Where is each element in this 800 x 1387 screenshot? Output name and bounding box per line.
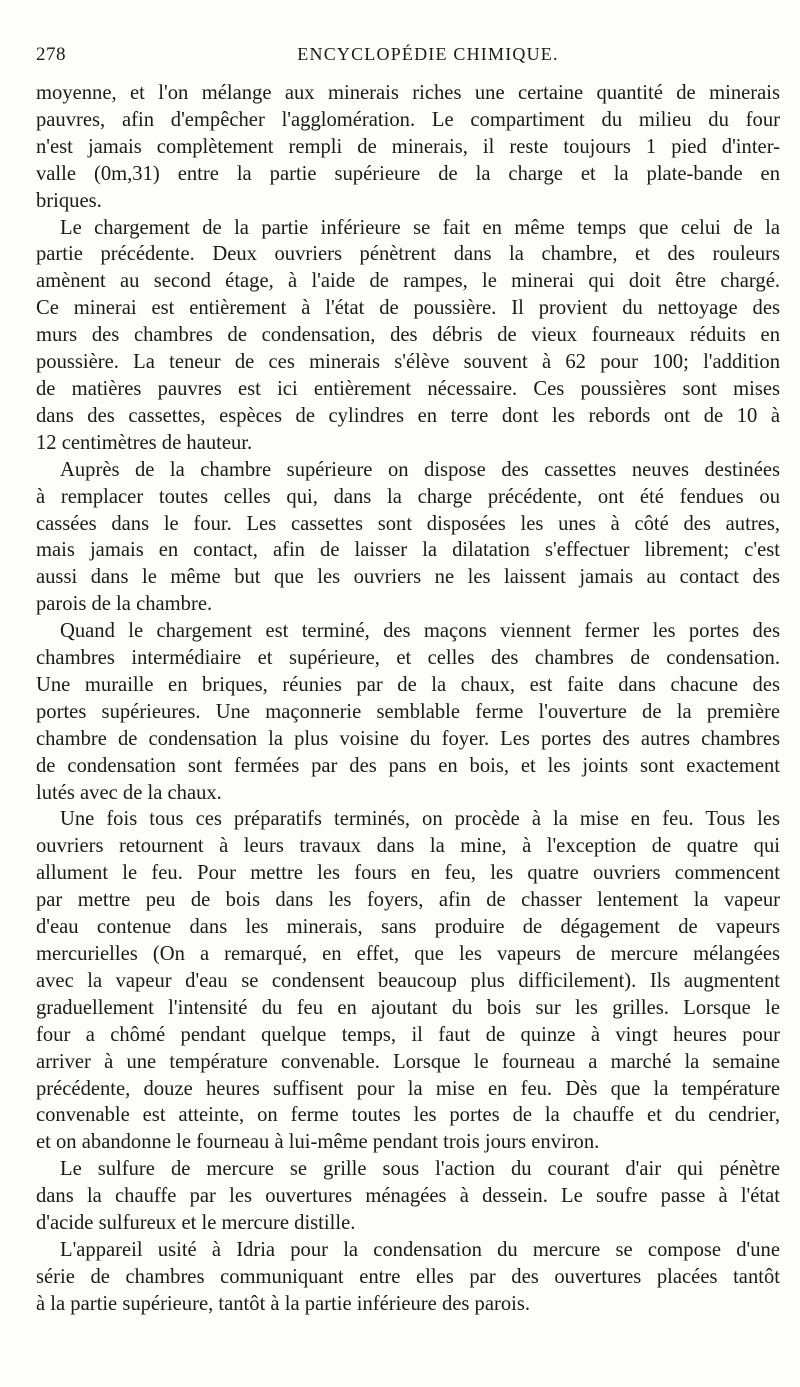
- text-line: à la partie supérieure, tantôt à la partie inférieure des parois.: [36, 1292, 531, 1315]
- text-line: précédente, douze heures suffisent pour la mise en feu. Dès que la température: [36, 1077, 780, 1100]
- text-line: parois de la chambre.: [36, 593, 213, 616]
- text-line: chambre de condensation la plus voisine du foyer. Les portes des autres chambres: [36, 727, 780, 750]
- text-line: Ce minerai est entièrement à l'état de poussière. Il provient du nettoyage des: [36, 297, 780, 320]
- text-line: four a chômé pendant quelque temps, il faut de quinze à vingt heures pour: [36, 1023, 780, 1046]
- text-line: Le chargement de la partie inférieure se fait en même temps que celui de la: [60, 216, 780, 239]
- text-line: graduellement l'intensité du feu en ajoutant du bois sur les grilles. Lorsque le: [36, 996, 780, 1019]
- text-line: 12 centimètres de hauteur.: [36, 431, 253, 454]
- text-line: mais jamais en contact, afin de laisser la dilatation s'effectuer librement; c'est: [36, 539, 780, 562]
- paragraph: [36, 618, 780, 806]
- text-line: par mettre peu de bois dans les foyers, afin de chasser lentement la vapeur: [36, 889, 780, 912]
- text-line: allument le feu. Pour mettre les fours en feu, les quatre ouvriers commencent: [36, 862, 780, 885]
- text-line: mercurielles (On a remarqué, en effet, que les vapeurs de mercure mélangées: [36, 943, 780, 965]
- text-line: partie précédente. Deux ouvriers pénètrent dans la chambre, et des rouleurs: [36, 243, 780, 266]
- text-line: aussi dans le même but que les ouvriers ne les laissent jamais au contact des: [36, 566, 780, 589]
- text-line: série de chambres communiquant entre elles par des ouvertures placées tantôt: [36, 1265, 780, 1288]
- text-line: portes supérieures. Une maçonnerie semblable ferme l'ouverture de la première: [36, 700, 780, 723]
- text-line: dans des cassettes, espèces de cylindres en terre dont les rebords ont de 10 à: [36, 404, 780, 427]
- paragraph: [36, 215, 780, 457]
- text-line: amènent au second étage, à l'aide de rampes, le minerai qui doit être chargé.: [36, 270, 780, 293]
- text-line: murs des chambres de condensation, des débris de vieux fourneaux réduits en: [36, 324, 780, 347]
- text-line: n'est jamais complètement rempli de minerais, il reste toujours 1 pied d'inter-: [36, 135, 780, 158]
- body-text: [36, 80, 780, 1318]
- text-line: de condensation sont fermées par des pans en bois, et les joints sont exactement: [36, 754, 780, 777]
- text-line: Auprès de la chambre supérieure on dispose des cassettes neuves destinées: [60, 458, 780, 481]
- text-line: de matières pauvres est ici entièrement nécessaire. Ces poussières sont mises: [36, 377, 780, 400]
- text-line: dans la chauffe par les ouvertures ménagées à dessein. Le soufre passe à l'état: [36, 1185, 780, 1208]
- text-line: Une fois tous ces préparatifs terminés, on procède à la mise en feu. Tous les: [60, 808, 780, 831]
- text-line: à remplacer toutes celles qui, dans la charge précédente, ont été fendues ou: [36, 485, 780, 508]
- text-line: briques.: [36, 189, 102, 212]
- text-line: lutés avec de la chaux.: [36, 781, 222, 804]
- text-line: convenable est atteinte, on ferme toutes les portes de la chauffe et du cendrier,: [36, 1104, 780, 1127]
- running-title: ENCYCLOPÉDIE CHIMIQUE.: [297, 44, 559, 64]
- text-line: Une muraille en briques, réunies par de la chaux, est faite dans chacune des: [36, 673, 780, 696]
- page-number: 278: [36, 44, 66, 65]
- paragraph: [36, 806, 780, 1156]
- text-line: et on abandonne le fourneau à lui-même pendant trois jours environ.: [36, 1131, 600, 1154]
- paragraph: [36, 1156, 780, 1237]
- page-header: [36, 44, 780, 74]
- text-line: Quand le chargement est terminé, des maçons viennent fermer les portes des: [60, 620, 780, 643]
- paragraph: [36, 80, 780, 215]
- text-line: chambres intermédiaire et supérieure, et celles des chambres de condensation.: [36, 647, 780, 670]
- paragraph: [36, 457, 780, 618]
- text-line: d'acide sulfureux et le mercure distille.: [36, 1212, 356, 1235]
- text-line: L'appareil usité à Idria pour la condensation du mercure se compose d'une: [60, 1238, 780, 1261]
- text-line: valle (0m,31) entre la partie supérieure de la charge et la plate-bande en: [36, 162, 780, 185]
- text-line: moyenne, et l'on mélange aux minerais riches une certaine quantité de minerais: [36, 82, 780, 104]
- paragraph: [36, 1237, 780, 1318]
- text-line: d'eau contenue dans les minerais, sans produire de dégagement de vapeurs: [36, 916, 780, 939]
- text-line: arriver à une température convenable. Lorsque le fourneau a marché la semaine: [36, 1050, 780, 1073]
- text-line: avec la vapeur d'eau se condensent beaucoup plus difficilement). Ils augmentent: [36, 969, 780, 992]
- text-line: pauvres, afin d'empêcher l'agglomération. Le compartiment du milieu du four: [36, 108, 780, 131]
- text-line: poussière. La teneur de ces minerais s'élève souvent à 62 pour 100; l'addition: [36, 351, 780, 374]
- text-line: cassées dans le four. Les cassettes sont disposées les unes à côté des autres,: [36, 512, 780, 535]
- text-line: Le sulfure de mercure se grille sous l'action du courant d'air qui pénètre: [60, 1158, 780, 1181]
- text-line: ouvriers retournent à leurs travaux dans la mine, à l'exception de quatre qui: [36, 835, 780, 858]
